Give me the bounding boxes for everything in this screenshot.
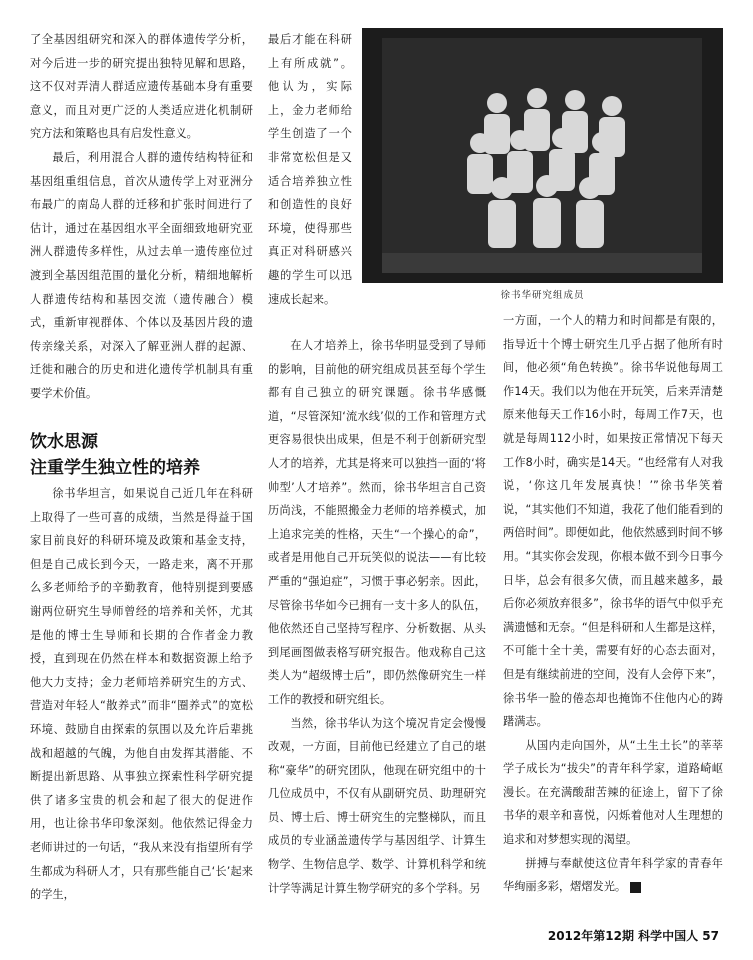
paragraph: 最后，利用混合人群的遗传结构特征和基因组重组信息，首次从遗传学上对亚洲分布最广的南岛人群的迁移和扩张时间进行了估计，通过在基因组水平全面细致地研究亚洲人群遗传多样性，从过去单一遗传座位过渡到全基因组范围的量化分析，精细地解析人群遗传结构和基因交流（遗传融合）模式，重新审视群体、个体以及基因片段的遗传亲缘关系，对深入了解亚洲人群的起源、迁徙和融合的历史和进化遗传学机制具有重要学术价值。 (30, 150, 253, 400)
paragraph: 徐书华坦言，如果说自己近几年在科研上取得了一些可喜的成绩，当然是得益于国家目前良好的科研环境及政策和基金支持，但是自己成长到今天，一路走来，离不开那么多老师给予的辛勤教育，他特别提到要感谢两位研究生导师曾经的培养和关怀，尤其是他的博士生导师和长期的合作者金力教授，直到现在仍然在样本和数据资源上给予他大力支持；金力老师培养研究生的方式、营造对年轻人“散养式”而非“圈养式”的宽松环境、鼓励自由探索的氛围以及允许后辈挑战和超越的气魄，为他自由发挥其潜能、不断提出新思路、从事独立探索性科学研究提供了诸多宝贵的机会和起了很大的促进作用，也让徐书华印象深刻。他依然记得金力老师讲过的一句话，“我从来没有指望所有学生都成为科研人才，只有那些能自己‘长’起来的学生， (30, 487, 253, 902)
paragraph: 当然，徐书华认为这个境况肯定会慢慢改观，一方面，目前他已经建立了自己的堪称“豪华”的研究团队，他现在研究组中的十几位成员中，不仅有从副研究员、助理研究员、博士后、博士研究生的完整梯队，而且成员的专业涵盖遗传学与基因组学、计算生物学、生物信息学、数学、计算机科学和统计学等满足计算生物学研究的多个学科。另 (268, 716, 486, 895)
group-photo (362, 28, 723, 283)
section-heading-line-1: 饮水思源 (30, 432, 98, 452)
paragraph: 了全基因组研究和深入的群体遗传学分析，对今后进一步的研究提出独特见解和思路，这不仅对弄清人群适应遗传基础本身有重要意义，而且对更广泛的人类适应进化机制研究方法和策略也具有启发性意义。 (30, 33, 253, 141)
article-column-3 (503, 309, 723, 899)
paragraph: 从国内走向国外，从“土生土长”的莘莘学子成长为“拔尖”的青年科学家，道路崎岖漫长。在充满酸甜苦辣的征途上，留下了徐书华的艰辛和喜悦，闪烁着他对人生理想的追求和对梦想实现的渴望。 (503, 738, 723, 847)
paragraph (503, 852, 723, 899)
paragraph: 最后才能在科研上有所成就”。他认为，实际上，金力老师给学生创造了一个非常宽松但是又适合培养独立性和创造性的良好环境，使得那些真正对科研感兴趣的学生可以迅速成长起来。 (268, 33, 352, 306)
end-mark-icon: R (630, 882, 641, 893)
article-column-2 (268, 334, 486, 900)
paragraph: 在人才培养上，徐书华明显受到了导师的影响，目前他的研究组成员甚至每个学生都有自己独立的研究课题。徐书华感慨道，“尽管深知‘流水线’似的工作和管理方式更容易很快出成果，但是不利于创新研究型人才的培养，尤其是将来可以独挡一面的‘将帅型’人才培养”。然而，徐书华坦言自己资历尚浅，不能照搬金力老师的培养模式，加上追求完美的性格，天生“一个操心的命”，或者是用他自己开玩笑似的说法——有比较严重的“强迫症”，习惯于事必躬亲。因此，尽管徐书华如今已拥有一支十多人的队伍，他依然还自己坚持写程序、分析数据、从头到尾画图做表格写研究报告。他戏称自己这类人为“超级博士后”，即仍然像研究生一样工作的教授和研究组长。 (268, 339, 486, 706)
article-column-2-narrow (268, 28, 352, 311)
paragraph: 一方面，一个人的精力和时间都是有限的，指导近十个博士研究生几乎占据了他所有时间，他必须“角色转换”。徐书华说他每周工作14天。我们以为他在开玩笑，后来弄清楚原来他每天工作16小时，每周工作7天，也就是每周112小时，如果按正常情况下每天工作8小时，确实是14天。“也经常有人对我说，‘你这几年发展真快！’”徐书华笑着说，“其实他们不知道，我花了他们能看到的两倍时间”。即便如此，他依然感到时间不够用。“其实你会发现，你根本做不到今日事今日毕，总会有很多欠债，而且越来越多，最后你必须放弃很多”，徐书华的语气中似乎充满遗憾和无奈。“但是科研和人生都是这样，不可能十全十美，需要有好的心态去面对，但是有继续前进的空间，没有人会停下来”，徐书华一脸的倦态却也掩饰不住他内心的踌躇满志。 (503, 314, 723, 729)
section-heading (30, 429, 270, 481)
page-footer: 2012年第12期 科学中国人 57 (547, 929, 719, 943)
section-heading-line-2: 注重学生独立性的培养 (30, 458, 200, 478)
group-photo-image (362, 28, 723, 283)
paragraph-text: 拼搏与奉献使这位青年科学家的青春年华绚丽多彩，熠熠发光。 (503, 856, 723, 894)
article-column-1 (30, 28, 253, 406)
article-column-1-lower (30, 482, 253, 907)
photo-caption: 徐书华研究组成员 (500, 290, 585, 301)
